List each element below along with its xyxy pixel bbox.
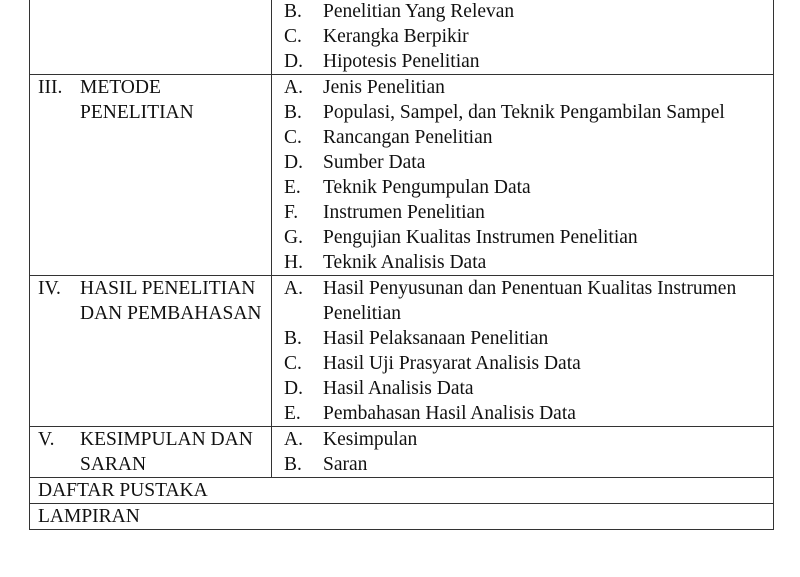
bibliography-cell [30, 478, 774, 504]
section-letter: G. [284, 227, 303, 248]
bibliography-label: DAFTAR PUSTAKA [38, 480, 208, 501]
section-item [284, 401, 767, 426]
appendix-cell [30, 504, 774, 530]
section-title: Hipotesis Penelitian [323, 51, 480, 72]
section-item [284, 276, 767, 326]
section-letter: B. [284, 454, 302, 475]
section-item [284, 225, 767, 250]
section-title: Pengujian Kualitas Instrumen Penelitian [323, 227, 638, 248]
chapter-heading [30, 75, 271, 125]
section-list [272, 427, 773, 477]
section-letter: F. [284, 202, 299, 223]
section-title: Sumber Data [323, 152, 426, 173]
chapter-title: KESIMPULAN DAN SARAN [80, 429, 253, 475]
section-letter: E. [284, 177, 301, 198]
section-letter: C. [284, 353, 302, 374]
section-title: Jenis Penelitian [323, 77, 445, 98]
section-letter: B. [284, 102, 302, 123]
section-letter: A. [284, 429, 303, 450]
chapter-number: IV. [38, 278, 61, 299]
section-item [284, 100, 767, 125]
section-title: Teknik Analisis Data [323, 252, 487, 273]
section-title: Teknik Pengumpulan Data [323, 177, 531, 198]
sections-cell [272, 276, 774, 427]
section-list [272, 0, 773, 74]
chapter-cell [30, 427, 272, 478]
chapter-row-v [30, 427, 774, 478]
chapter-cell [30, 75, 272, 276]
section-item [284, 250, 767, 275]
chapter-title: METODE PENELITIAN [80, 77, 194, 123]
section-list [272, 75, 773, 275]
section-list [272, 276, 773, 426]
section-title: Hasil Penyusunan dan Penentuan Kualitas Instrumen Penelitian [323, 278, 737, 324]
section-item [284, 150, 767, 175]
section-title: Hasil Uji Prasyarat Analisis Data [323, 353, 581, 374]
section-letter: C. [284, 26, 302, 47]
section-title: Saran [323, 454, 368, 475]
section-letter: B. [284, 328, 302, 349]
chapter-row-iv [30, 276, 774, 427]
section-title: Hasil Pelaksanaan Penelitian [323, 328, 549, 349]
chapter-cell [30, 276, 272, 427]
chapter-cell [30, 0, 272, 75]
section-letter: B. [284, 1, 302, 22]
section-title: Kerangka Berpikir [323, 26, 469, 47]
section-item [284, 175, 767, 200]
chapter-number: V. [38, 429, 55, 450]
chapter-heading [30, 427, 271, 477]
sections-cell [272, 427, 774, 478]
thesis-outline-table [29, 0, 774, 530]
section-item [284, 125, 767, 150]
section-letter: H. [284, 252, 303, 273]
section-title: Populasi, Sampel, dan Teknik Pengambilan Sampel [323, 102, 725, 123]
section-letter: A. [284, 278, 303, 299]
section-letter: D. [284, 51, 303, 72]
section-letter: E. [284, 403, 301, 424]
chapter-row-iii [30, 75, 774, 276]
appendix-row [30, 504, 774, 530]
section-item [284, 24, 767, 49]
chapter-number: III. [38, 77, 63, 98]
appendix-label: LAMPIRAN [38, 506, 140, 527]
section-item [284, 0, 767, 24]
section-letter: A. [284, 77, 303, 98]
section-item [284, 200, 767, 225]
sections-cell [272, 75, 774, 276]
section-title: Rancangan Penelitian [323, 127, 493, 148]
section-item [284, 75, 767, 100]
section-title: Hasil Analisis Data [323, 378, 474, 399]
bibliography-row [30, 478, 774, 504]
section-title: Instrumen Penelitian [323, 202, 485, 223]
section-title: Kesimpulan [323, 429, 418, 450]
section-item [284, 49, 767, 74]
section-letter: D. [284, 152, 303, 173]
section-item [284, 326, 767, 351]
section-item [284, 452, 767, 477]
section-letter: D. [284, 378, 303, 399]
section-item [284, 427, 767, 452]
section-letter: C. [284, 127, 302, 148]
section-item [284, 351, 767, 376]
section-item [284, 376, 767, 401]
sections-cell [272, 0, 774, 75]
chapter-title: HASIL PENELITIAN DAN PEMBAHASAN [80, 278, 262, 324]
section-title: Penelitian Yang Relevan [323, 1, 515, 22]
chapter-heading [30, 276, 271, 326]
section-title: Pembahasan Hasil Analisis Data [323, 403, 576, 424]
chapter-row-continued [30, 0, 774, 75]
